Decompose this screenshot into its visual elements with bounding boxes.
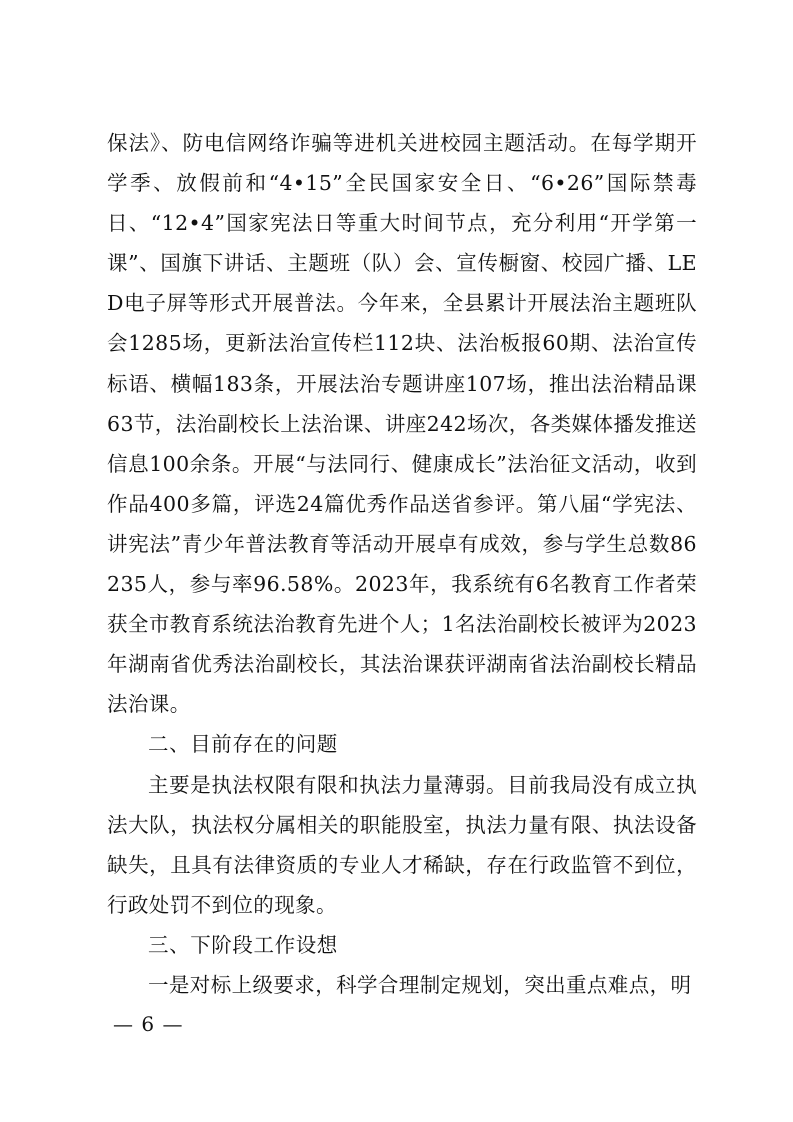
section-heading-problems: 二、目前存在的问题	[148, 732, 338, 757]
section-heading-next-steps: 三、下阶段工作设想	[148, 932, 338, 957]
body-paragraph-next-steps: 一是对标上级要求，科学合理制定规划，突出重点难点，明	[148, 972, 692, 997]
page-number: — 6 —	[113, 1012, 184, 1036]
document-body	[107, 123, 697, 1005]
body-paragraph-continuation: 保法》、防电信网络诈骗等进机关进校园主题活动。在每学期开学季、放假前和“4•15”全民国家安全日、“6•26”国际禁毒日、“12•4”国家宪法日等重大时间节点，充分利用“开学第一课”、国旗下讲话、主题班（队）会、宣传橱窗、校园广播、LED电子屏等形式开展普法。今年来，全县累计开展法治主题班队会1285场，更新法治宣传栏112块、法治板报60期、法治宣传标语、横幅183条，开展法治专题讲座107场，推出法治精品课63节，法治副校长上法治课、讲座242场次，各类媒体播发推送信息100余条。开展“与法同行、健康成长”法治征文活动，收到作品400多篇，评选24篇优秀作品送省参评。第八届“学宪法、讲宪法”青少年普法教育等活动开展卓有成效，参与学生总数86235人，参与率96.58%。2023年，我系统有6名教育工作者荣获全市教育系统法治教育先进个人；1名法治副校长被评为2023年湖南省优秀法治副校长，其法治课获评湖南省法治副校长精品法治课。	[107, 131, 697, 717]
body-paragraph-problems: 主要是执法权限有限和执法力量薄弱。目前我局没有成立执法大队，执法权分属相关的职能股室，执法力量有限、执法设备缺失，且具有法律资质的专业人才稀缺，存在行政监管不到位，行政处罚不到位的现象。	[107, 772, 697, 917]
